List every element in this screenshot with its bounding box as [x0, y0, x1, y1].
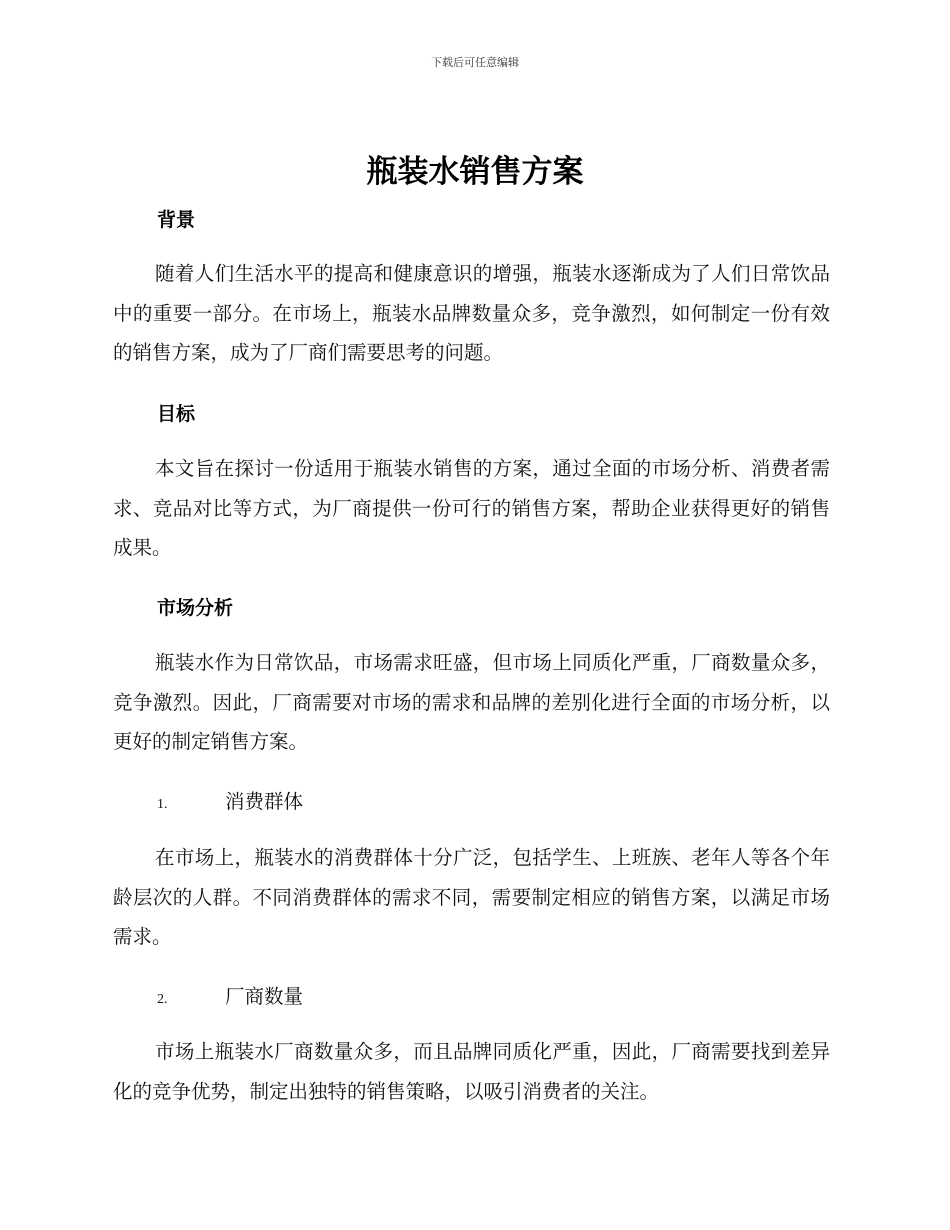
section-paragraph-market-analysis: 瓶装水作为日常饮品，市场需求旺盛，但市场上同质化严重，厂商数量众多，竞争激烈。因此，厂商需要对市场的需求和品牌的差别化进行全面的市场分析，以更好的制定销售方案。 — [113, 651, 830, 753]
list-item-number: 1. — [157, 797, 168, 812]
list-item-paragraph-manufacturer-count: 市场上瓶装水厂商数量众多，而且品牌同质化严重，因此，厂商需要找到差异化的竞争优势，制定出独特的销售策略，以吸引消费者的关注。 — [113, 1040, 830, 1103]
list-item-label: 厂商数量 — [225, 985, 304, 1008]
list-item-consumer-groups — [157, 788, 303, 819]
section-paragraph-goal: 本文旨在探讨一份适用于瓶装水销售的方案，通过全面的市场分析、消费者需求、竞品对比等方式，为厂商提供一份可行的销售方案，帮助企业获得更好的销售成果。 — [113, 457, 830, 559]
list-item-paragraph-consumer-groups: 在市场上，瓶装水的消费群体十分广泛，包括学生、上班族、老年人等各个年龄层次的人群。不同消费群体的需求不同，需要制定相应的销售方案，以满足市场需求。 — [113, 846, 830, 948]
section-heading-market-analysis: 市场分析 — [157, 597, 234, 619]
list-item-number: 2. — [157, 992, 168, 1007]
section-heading-goal: 目标 — [157, 403, 196, 425]
list-item-manufacturer-count — [157, 983, 303, 1014]
header-note: 下载后可任意编辑 — [431, 56, 519, 69]
section-heading-background: 背景 — [157, 209, 196, 231]
document-title: 瓶装水销售方案 — [366, 154, 584, 190]
list-item-label: 消费群体 — [225, 790, 304, 813]
section-paragraph-background: 随着人们生活水平的提高和健康意识的增强，瓶装水逐渐成为了人们日常饮品中的重要一部分。在市场上，瓶装水品牌数量众多，竞争激烈，如何制定一份有效的销售方案，成为了厂商们需要思考的问题。 — [113, 262, 830, 364]
